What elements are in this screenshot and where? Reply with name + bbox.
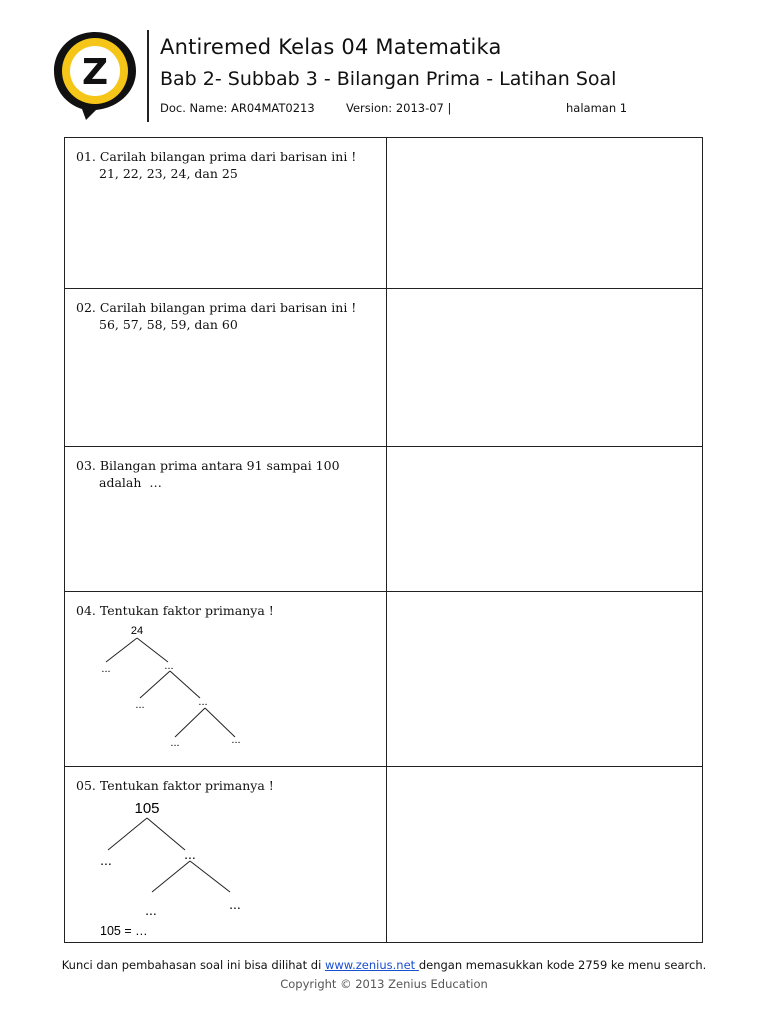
question-text: 03. Bilangan prima antara 91 sampai 100 adalah … <box>76 458 340 490</box>
doc-version: Version: 2013-07 | <box>346 101 452 115</box>
question-row-5 <box>65 766 702 942</box>
tree-root: 24 <box>130 625 144 637</box>
answer-cell[interactable] <box>387 289 702 446</box>
factor-tree-105 <box>65 767 385 943</box>
question-row-2 <box>65 288 702 446</box>
tree-node: ... <box>198 696 208 708</box>
answer-cell[interactable] <box>387 447 702 591</box>
tree-node: ... <box>100 852 112 868</box>
question-row-1 <box>65 138 702 288</box>
tree-node: ... <box>135 699 145 711</box>
tree-node: ... <box>229 896 241 912</box>
factor-tree-24 <box>65 592 385 767</box>
tree-root: 105 <box>134 800 160 817</box>
question-cell <box>65 592 387 766</box>
tree-node: ... <box>145 902 157 918</box>
footer-note: Kunci dan pembahasan soal ini bisa dilihat di www.zenius.net dengan memasukkan kode 2759 ke menu search. <box>61 958 707 972</box>
zenius-link[interactable]: www.zenius.net <box>324 958 419 972</box>
copyright: Copyright © 2013 Zenius Education <box>280 977 488 991</box>
tree-node: ... <box>231 734 241 746</box>
tree-node: ... <box>184 846 196 862</box>
question-row-3 <box>65 446 702 591</box>
answer-cell[interactable] <box>387 592 702 766</box>
page-subtitle: Bab 2- Subbab 3 - Bilangan Prima - Latihan Soal <box>160 68 617 90</box>
tree-node: ... <box>170 737 180 749</box>
answer-cell[interactable] <box>387 138 702 288</box>
question-cell <box>65 447 387 591</box>
question-cell <box>65 138 387 288</box>
question-table <box>64 137 703 943</box>
question-row-4 <box>65 591 702 766</box>
question-cell <box>65 767 387 942</box>
page-title: Antiremed Kelas 04 Matematika <box>160 35 502 59</box>
tree-node: ... <box>164 660 174 672</box>
question-text: 04. Tentukan faktor primanya ! <box>76 603 274 618</box>
doc-name: Doc. Name: AR04MAT0213 <box>160 101 315 115</box>
question-text: 02. Carilah bilangan prima dari barisan ini ! 56, 57, 58, 59, dan 60 <box>76 300 357 332</box>
answer-cell[interactable] <box>387 767 702 942</box>
equation-line: 105 = … <box>100 924 148 938</box>
header-divider <box>147 30 149 122</box>
zenius-logo <box>52 30 138 122</box>
page-number: halaman 1 <box>566 101 628 115</box>
logo-letter: Z <box>81 52 109 93</box>
tree-node: ... <box>101 663 111 675</box>
question-text: 05. Tentukan faktor primanya ! <box>76 778 274 793</box>
question-text: 01. Carilah bilangan prima dari barisan ini ! 21, 22, 23, 24, dan 25 <box>76 149 357 181</box>
question-cell <box>65 289 387 446</box>
